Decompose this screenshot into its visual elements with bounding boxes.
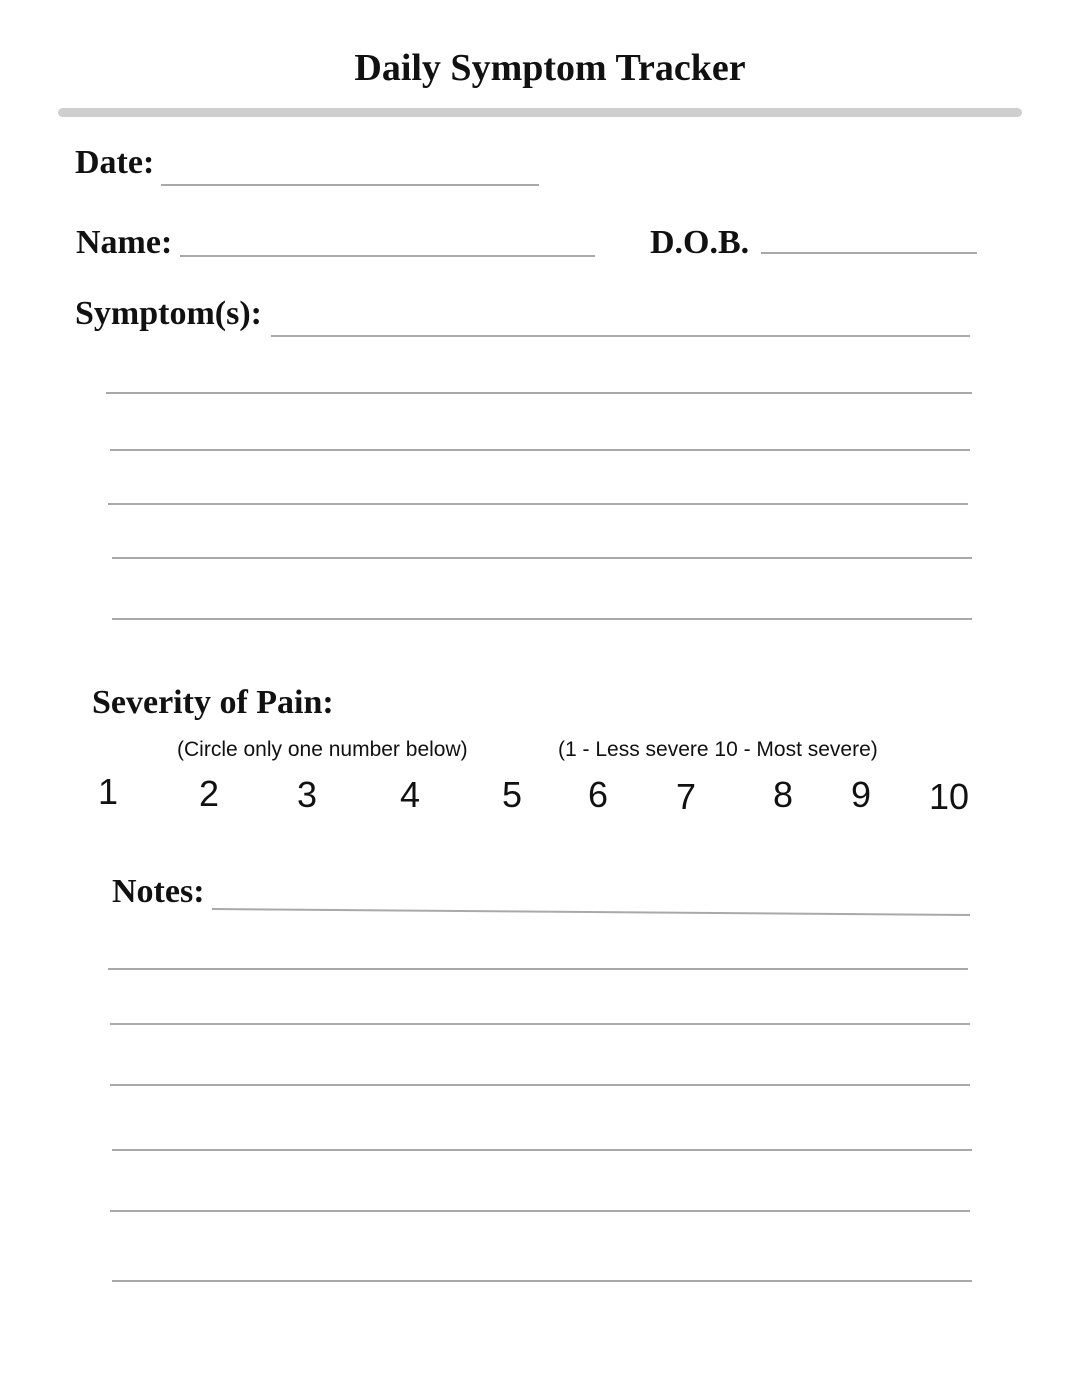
name-field[interactable]: [180, 255, 595, 257]
date-field[interactable]: [161, 184, 539, 186]
notes-line[interactable]: [110, 1210, 970, 1212]
severity-option-9[interactable]: 9: [850, 774, 872, 815]
symptoms-line[interactable]: [110, 449, 970, 451]
dob-label: D.O.B.: [650, 224, 750, 261]
notes-line[interactable]: [110, 1023, 970, 1025]
symptoms-line[interactable]: [106, 392, 972, 394]
title-divider: [58, 108, 1022, 117]
page-title: Daily Symptom Tracker: [354, 47, 746, 89]
severity-option-10[interactable]: 10: [928, 776, 970, 817]
notes-field[interactable]: [211, 905, 971, 919]
symptoms-label: Symptom(s):: [75, 295, 262, 332]
date-label: Date:: [75, 144, 155, 181]
notes-label: Notes:: [112, 873, 205, 910]
severity-label: Severity of Pain:: [92, 684, 334, 721]
severity-option-5[interactable]: 5: [501, 774, 523, 815]
severity-scale-hint: (1 - Less severe 10 - Most severe): [558, 738, 878, 761]
severity-option-7[interactable]: 7: [675, 776, 697, 817]
notes-line[interactable]: [112, 1280, 972, 1282]
symptoms-line[interactable]: [112, 557, 972, 559]
symptoms-field[interactable]: [271, 335, 970, 337]
severity-option-3[interactable]: 3: [296, 774, 318, 815]
name-label: Name:: [76, 224, 173, 261]
symptoms-line[interactable]: [112, 618, 972, 620]
severity-instruction: (Circle only one number below): [177, 738, 468, 761]
severity-option-2[interactable]: 2: [198, 773, 220, 814]
severity-option-6[interactable]: 6: [587, 774, 609, 815]
notes-line[interactable]: [108, 968, 968, 970]
severity-option-1[interactable]: 1: [97, 771, 119, 812]
notes-line[interactable]: [112, 1149, 972, 1151]
dob-field[interactable]: [761, 252, 977, 254]
severity-option-8[interactable]: 8: [772, 774, 794, 815]
symptoms-line[interactable]: [108, 503, 968, 505]
notes-line[interactable]: [110, 1084, 970, 1086]
severity-option-4[interactable]: 4: [399, 774, 421, 815]
